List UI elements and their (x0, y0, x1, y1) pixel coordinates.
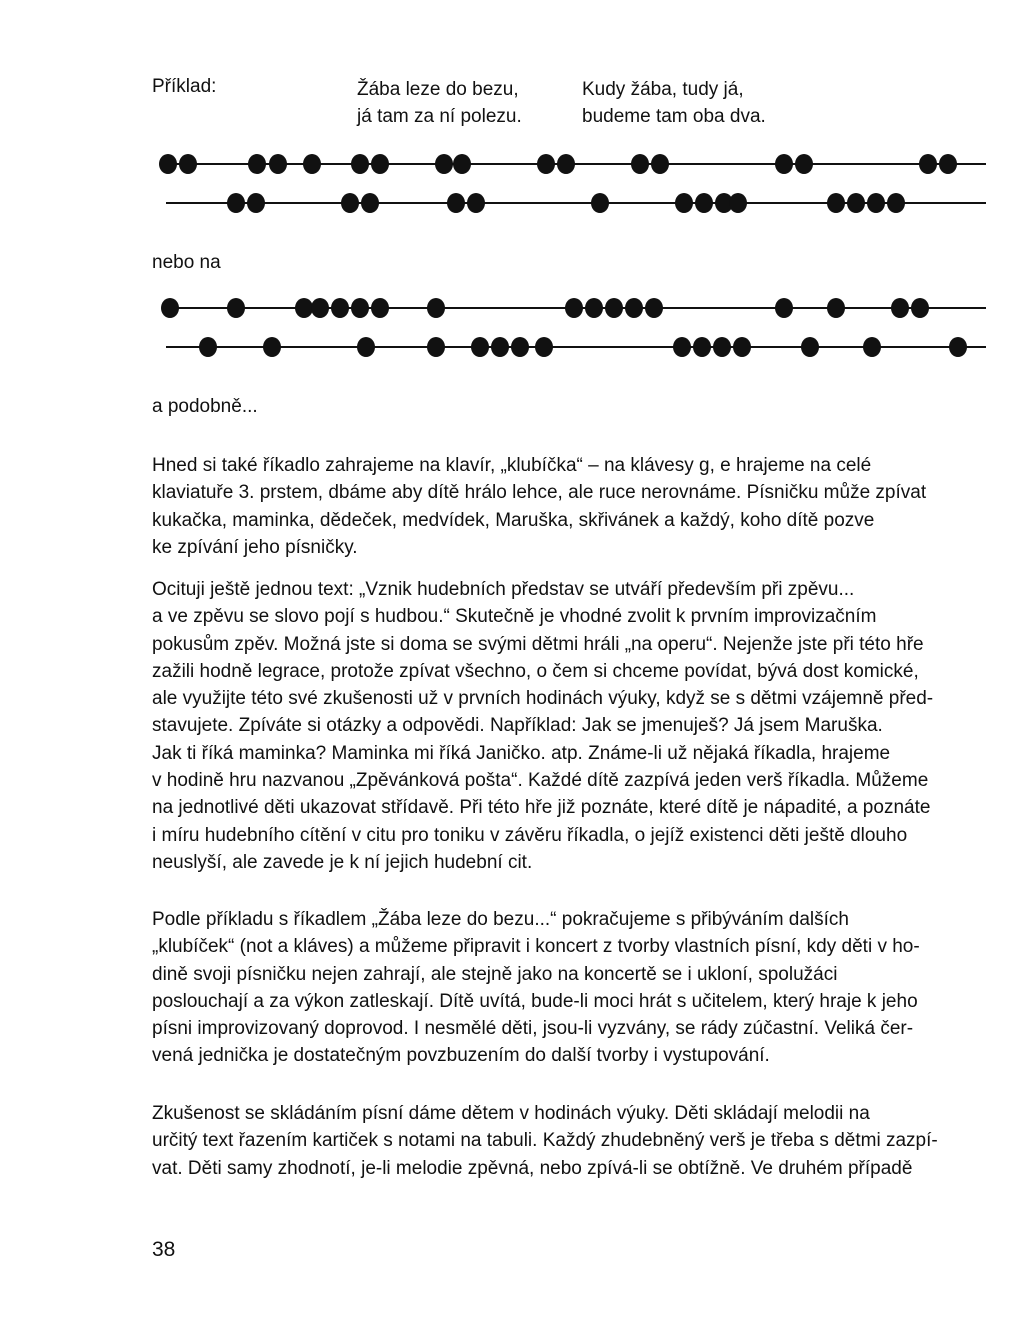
note-head (447, 193, 465, 213)
paragraph-line: i míru hudebního cítění v citu pro toniku v závěru říkadla, o jejíž existenci děti ještě dlouho (152, 824, 908, 846)
note-head (585, 298, 603, 318)
note-staff-2-graphic (150, 284, 1010, 374)
note-head (675, 193, 693, 213)
note-head (565, 298, 583, 318)
note-head (695, 193, 713, 213)
paragraph-line: pokusům zpěv. Možná jste si doma se svými dětmi hráli „na operu“. Nejenže jste při této hře (152, 633, 924, 655)
note-head (535, 337, 553, 357)
note-head (625, 298, 643, 318)
note-head (537, 154, 555, 174)
note-head (331, 298, 349, 318)
note-head (351, 298, 369, 318)
paragraph-line: zažili hodně legrace, protože zpívat všechno, o čem si chceme povídat, bývá dost komické, (152, 660, 919, 682)
paragraph-line: ke zpívání jeho písničky. (152, 536, 358, 558)
paragraph-line: Hned si také říkadlo zahrajeme na klavír, „klubíčka“ – na klávesy g, e hrajeme na celé (152, 455, 872, 476)
note-head (471, 337, 489, 357)
note-head (227, 193, 245, 213)
paragraph-line: a ve zpěvu se slovo pojí s hudbou.“ Skutečně je vhodné zvolit k prvním improvizačním (152, 606, 877, 628)
note-head (491, 337, 509, 357)
paragraph-line: neuslyší, ale zavede je k ní jejich hudební cit. (152, 851, 533, 873)
verse-right-line-1: Kudy žába, tudy já, (582, 79, 744, 100)
or-label: nebo na (152, 252, 221, 273)
paragraph-line: v hodině hru nazvanou „Zpěvánková pošta“. Každé dítě zazpívá jeden verš říkadla. Můžeme (152, 770, 929, 792)
note-head (303, 154, 321, 174)
note-head (949, 337, 967, 357)
note-head (911, 298, 929, 318)
paragraph-line: Zkušenost se skládáním písní dáme dětem v hodinách výuky. Děti skládají melodii na (152, 1103, 870, 1124)
paragraph-line: na jednotlivé děti ukazovat střídavě. Při této hře již poznáte, které dítě je nápadité, a poznáte (152, 797, 931, 819)
note-head (827, 193, 845, 213)
note-head (511, 337, 529, 357)
note-staff-2 (150, 284, 1010, 374)
note-head (427, 298, 445, 318)
verse-right-line-2: budeme tam oba dva. (582, 106, 766, 127)
note-head (605, 298, 623, 318)
note-head (795, 154, 813, 174)
note-head (801, 337, 819, 357)
note-head (847, 193, 865, 213)
note-head (159, 154, 177, 174)
paragraph-line: ale využijte této své zkušenosti už v prvních hodinách výuky, když se s dětmi vzájemně před- (152, 688, 934, 710)
note-head (863, 337, 881, 357)
paragraph-line: dině svoji písničku nejen zahrají, ale stejně jako na koncertě se i ukloní, spolužáci (152, 963, 838, 985)
note-head (775, 154, 793, 174)
note-head (693, 337, 711, 357)
verse-right (582, 76, 766, 130)
note-head (651, 154, 669, 174)
paragraph-line: Ocituji ještě jednou text: „Vznik hudebních představ se utváří především při zpěvu... (152, 579, 855, 600)
paragraph-line: kukačka, maminka, dědeček, medvídek, Maruška, skřivánek a každý, koho dítě pozve (152, 509, 875, 531)
note-head (435, 154, 453, 174)
note-staff-1 (150, 140, 1010, 230)
note-head (371, 154, 389, 174)
note-head (673, 337, 691, 357)
paragraph-line: stavujete. Zpíváte si otázky a odpovědi. Například: Jak se jmenuješ? Já jsem Maruška. (152, 715, 883, 737)
note-head (179, 154, 197, 174)
paragraph-2 (152, 576, 990, 876)
note-head (357, 337, 375, 357)
etc-label: a podobně... (152, 396, 258, 417)
note-head (295, 298, 313, 318)
note-head (227, 298, 245, 318)
note-head (919, 154, 937, 174)
note-head (591, 193, 609, 213)
note-head (827, 298, 845, 318)
note-head (269, 154, 287, 174)
note-head (887, 193, 905, 213)
note-head (713, 337, 731, 357)
paragraph-line: Podle příkladu s říkadlem „Žába leze do bezu...“ pokračujeme s přibýváním dalších (152, 909, 849, 930)
note-head (939, 154, 957, 174)
note-head (775, 298, 793, 318)
note-head (729, 193, 747, 213)
example-label: Příklad: (152, 76, 217, 97)
paragraph-1 (152, 452, 990, 561)
paragraph-3 (152, 906, 990, 1070)
verse-left-line-1: Žába leze do bezu, (357, 79, 519, 100)
paragraph-line: písni improvizovaný doprovod. I nesmělé děti, jsou-li vyzvány, se rády zúčastní. Veliká čer- (152, 1018, 914, 1040)
note-head (371, 298, 389, 318)
paragraph-line: vat. Děti samy zhodnotí, je-li melodie zpěvná, nebo zpívá-li se obtížně. Ve druhém případě (152, 1157, 913, 1179)
note-staff-1-graphic (150, 140, 1010, 230)
paragraph-line: poslouchají a za výkon zatleskají. Dítě uvítá, bude-li moci hrát s učitelem, který hraje k jeho (152, 990, 918, 1012)
page-number: 38 (152, 1238, 176, 1261)
note-head (361, 193, 379, 213)
note-head (263, 337, 281, 357)
paragraph-4 (152, 1100, 990, 1182)
paragraph-line: Jak ti říká maminka? Maminka mi říká Janičko. atp. Známe-li už nějaká říkadla, hrajeme (152, 742, 891, 764)
paragraph-line: určitý text řazením kartiček s notami na tabuli. Každý zhudebněný verš je třeba s dětmi zazpí- (152, 1130, 938, 1152)
note-head (733, 337, 751, 357)
note-head (199, 337, 217, 357)
note-head (631, 154, 649, 174)
note-head (247, 193, 265, 213)
note-head (341, 193, 359, 213)
note-head (645, 298, 663, 318)
note-head (311, 298, 329, 318)
note-head (427, 337, 445, 357)
verse-left-line-2: já tam za ní polezu. (357, 106, 522, 127)
note-head (557, 154, 575, 174)
note-head (891, 298, 909, 318)
note-head (351, 154, 369, 174)
note-head (161, 298, 179, 318)
paragraph-line: „klubíček“ (not a kláves) a můžeme připravit i koncert z tvorby vlastních písní, kdy děti v ho- (152, 936, 920, 958)
paragraph-line: klaviatuře 3. prstem, dbáme aby dítě hrálo lehce, ale ruce nerovnáme. Písničku může zpívat (152, 482, 927, 504)
note-head (467, 193, 485, 213)
note-head (248, 154, 266, 174)
note-head (867, 193, 885, 213)
note-head (453, 154, 471, 174)
paragraph-line: vená jednička je dostatečným povzbuzením do další tvorby i vystupování. (152, 1045, 770, 1067)
verse-left (357, 76, 522, 130)
